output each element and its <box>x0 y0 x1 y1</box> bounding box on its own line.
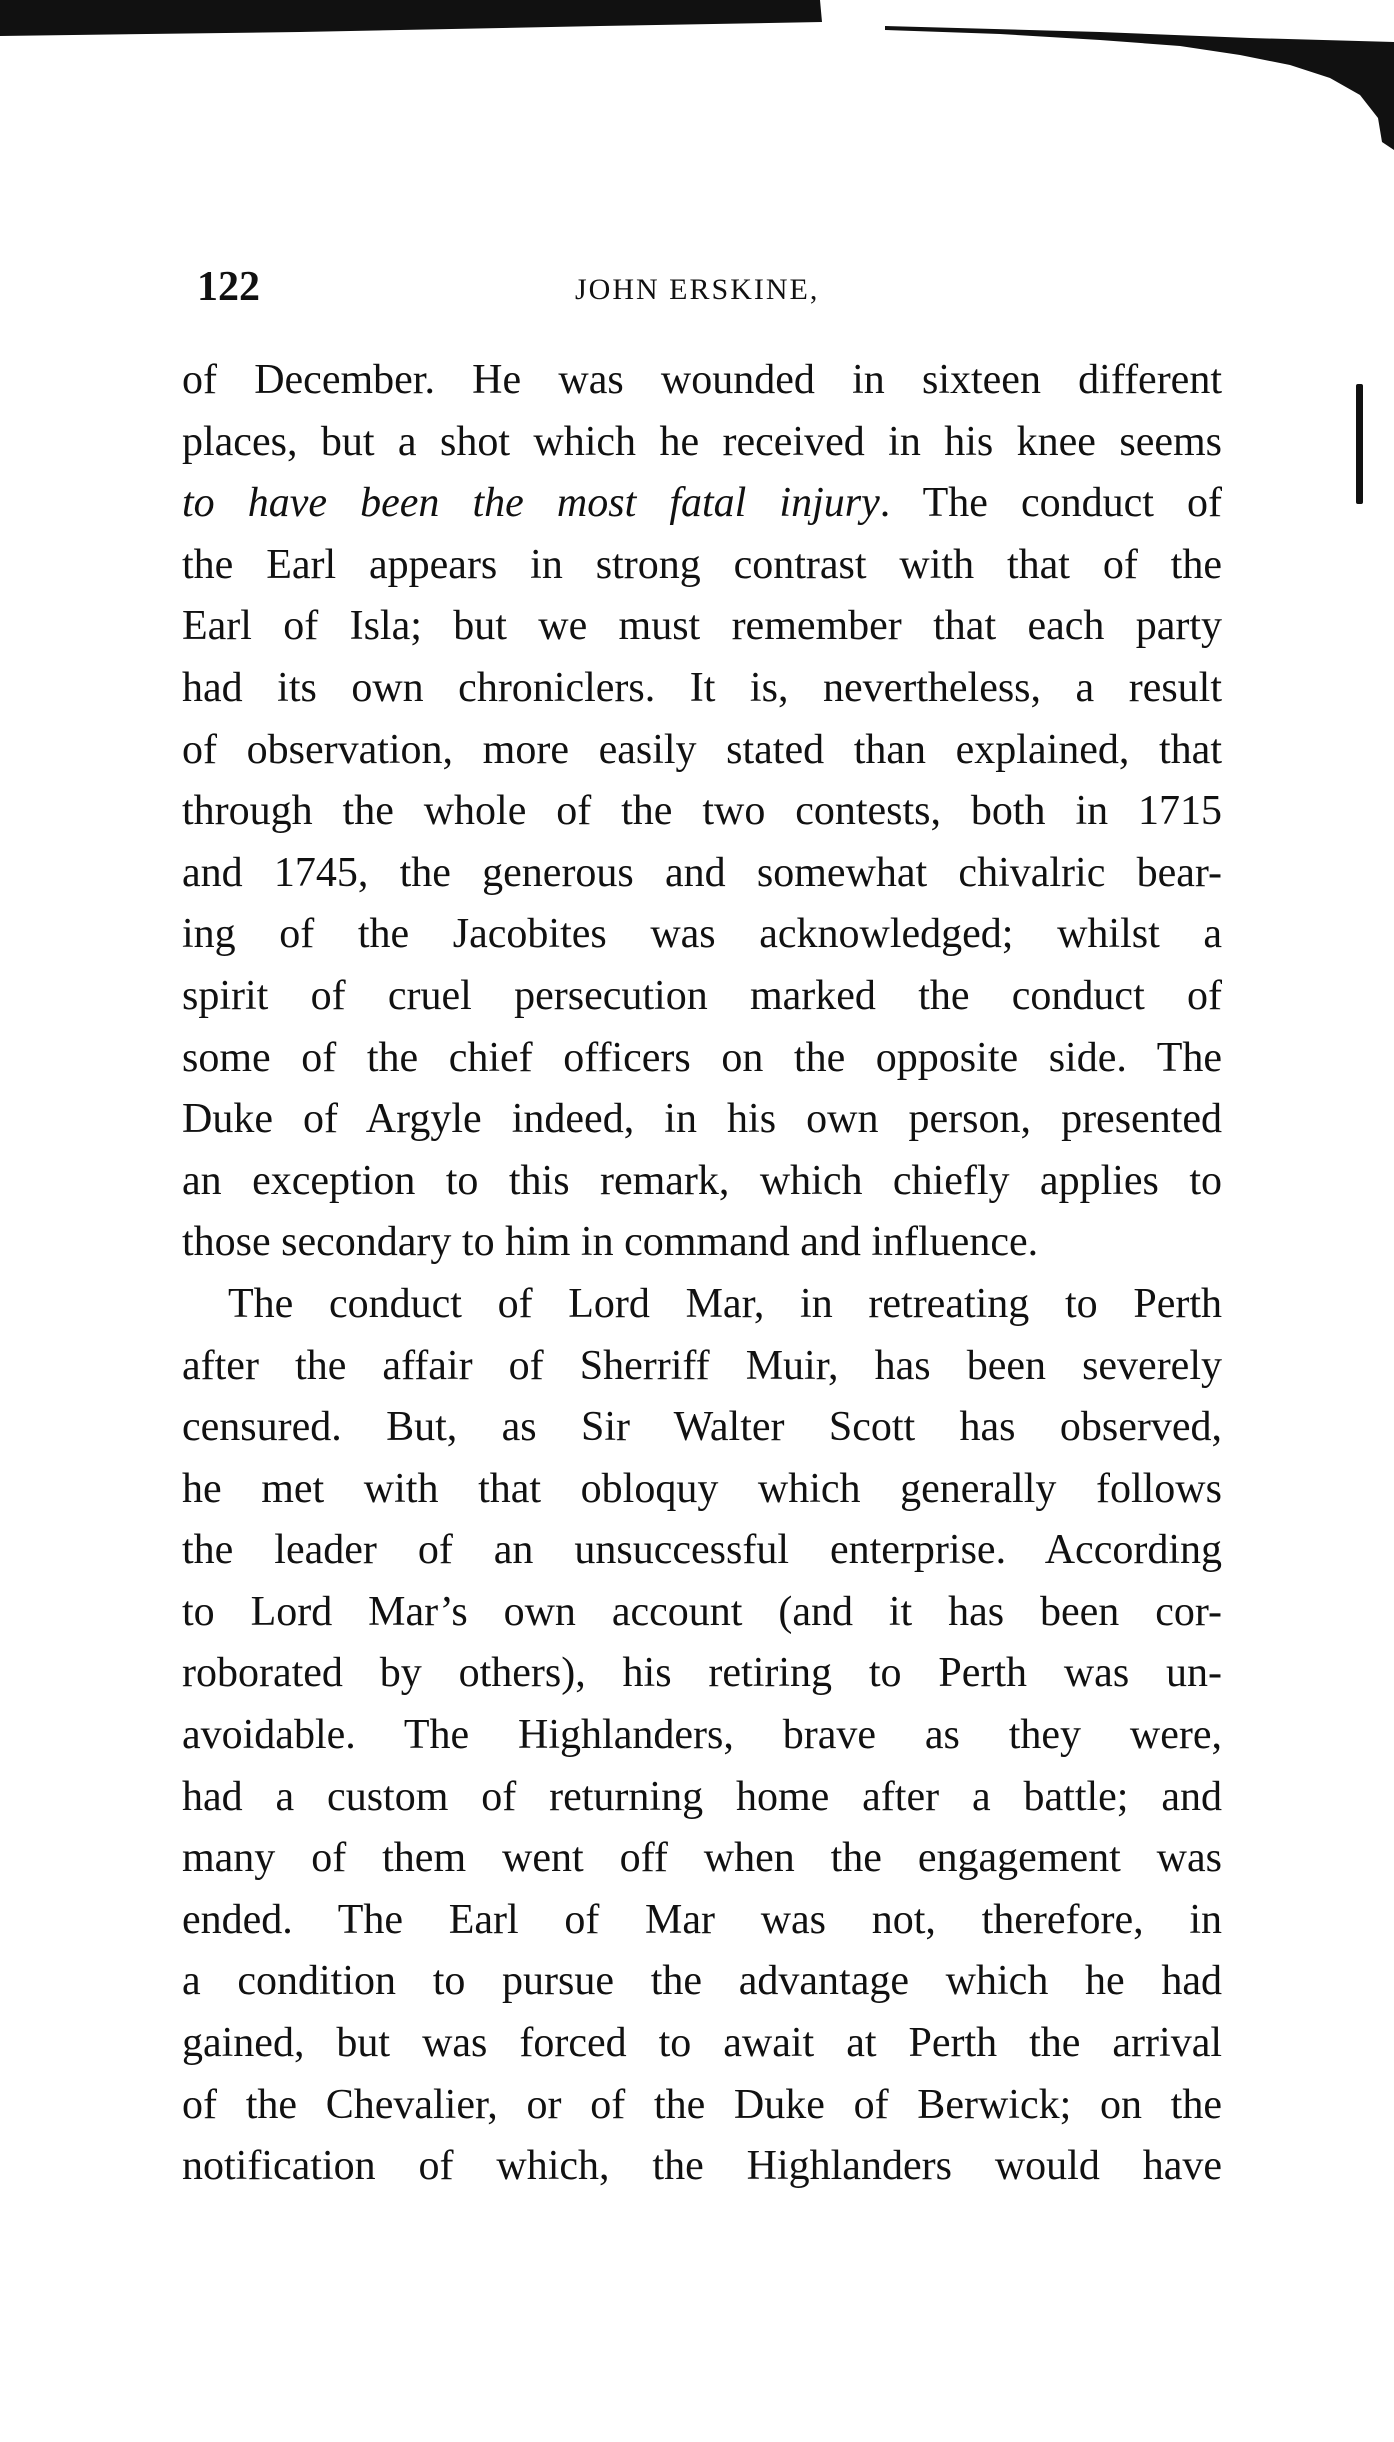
scan-edge-shadow <box>0 0 1394 200</box>
text-line: a condition to pursue the advantage which he had <box>182 1958 1222 2005</box>
text-line: the Earl appears in strong contrast with that of the <box>182 541 1222 588</box>
text-line: those secondary to him in command and influence. <box>182 1219 1039 1266</box>
text-line: Duke of Argyle indeed, in his own person, presented <box>182 1096 1222 1143</box>
text-line: some of the chief officers on the opposite side. The <box>182 1034 1222 1081</box>
text-line: spirit of cruel persecution marked the conduct of <box>182 972 1222 1019</box>
text-body <box>182 350 1222 2198</box>
text-line: to Lord Mar’s own account (and it has been cor- <box>182 1588 1222 1635</box>
text-line: ended. The Earl of Mar was not, therefore, in <box>182 1896 1222 1943</box>
margin-ink-mark <box>1356 384 1363 504</box>
text-line: of the Chevalier, or of the Duke of Berwick; on the <box>182 2081 1222 2128</box>
text-line: of December. He was wounded in sixteen different <box>182 357 1222 403</box>
text-line: notification of which, the Highlanders would have <box>182 2143 1222 2190</box>
text-line: of observation, more easily stated than explained, that <box>182 726 1222 773</box>
page-number: 122 <box>197 264 260 310</box>
running-head <box>0 262 1394 312</box>
text-line: had its own chroniclers. It is, nevertheless, a result <box>182 664 1222 711</box>
text-line: the leader of an unsuccessful enterprise. According <box>182 1527 1222 1574</box>
text-line: ing of the Jacobites was acknowledged; whilst a <box>182 911 1222 958</box>
italic-phrase: to have been the most fatal injury <box>182 480 880 527</box>
paragraph-1 <box>182 350 1222 1274</box>
text-line: avoidable. The Highlanders, brave as they were, <box>182 1712 1222 1759</box>
text-line: and 1745, the generous and somewhat chivalric bear- <box>182 849 1222 896</box>
text-line: had a custom of returning home after a battle; and <box>182 1773 1222 1820</box>
text-line: through the whole of the two contests, both in 1715 <box>182 788 1222 835</box>
text-line: after the affair of Sherriff Muir, has been severely <box>182 1342 1222 1389</box>
text-line: he met with that obloquy which generally follows <box>182 1465 1222 1512</box>
text-line: many of them went off when the engagement was <box>182 1835 1222 1882</box>
paragraph-2 <box>182 1274 1222 2198</box>
text-line: an exception to this remark, which chiefly applies to <box>182 1157 1222 1204</box>
text-line: The conduct of Lord Mar, in retreating to Perth <box>228 1280 1222 1327</box>
text-line: places, but a shot which he received in his knee seems <box>182 418 1222 465</box>
running-title: JOHN ERSKINE, <box>575 273 820 306</box>
text-line: gained, but was forced to await at Perth the arrival <box>182 2020 1222 2067</box>
text-line: to have been the most fatal injury. The conduct of <box>182 480 1222 527</box>
text-line: roborated by others), his retiring to Perth was un- <box>182 1650 1222 1697</box>
top-right-scan-band <box>885 26 1394 150</box>
text-line: censured. But, as Sir Walter Scott has observed, <box>182 1404 1222 1451</box>
text-line: Earl of Isla; but we must remember that each party <box>182 603 1222 650</box>
top-left-scan-band <box>0 0 822 36</box>
